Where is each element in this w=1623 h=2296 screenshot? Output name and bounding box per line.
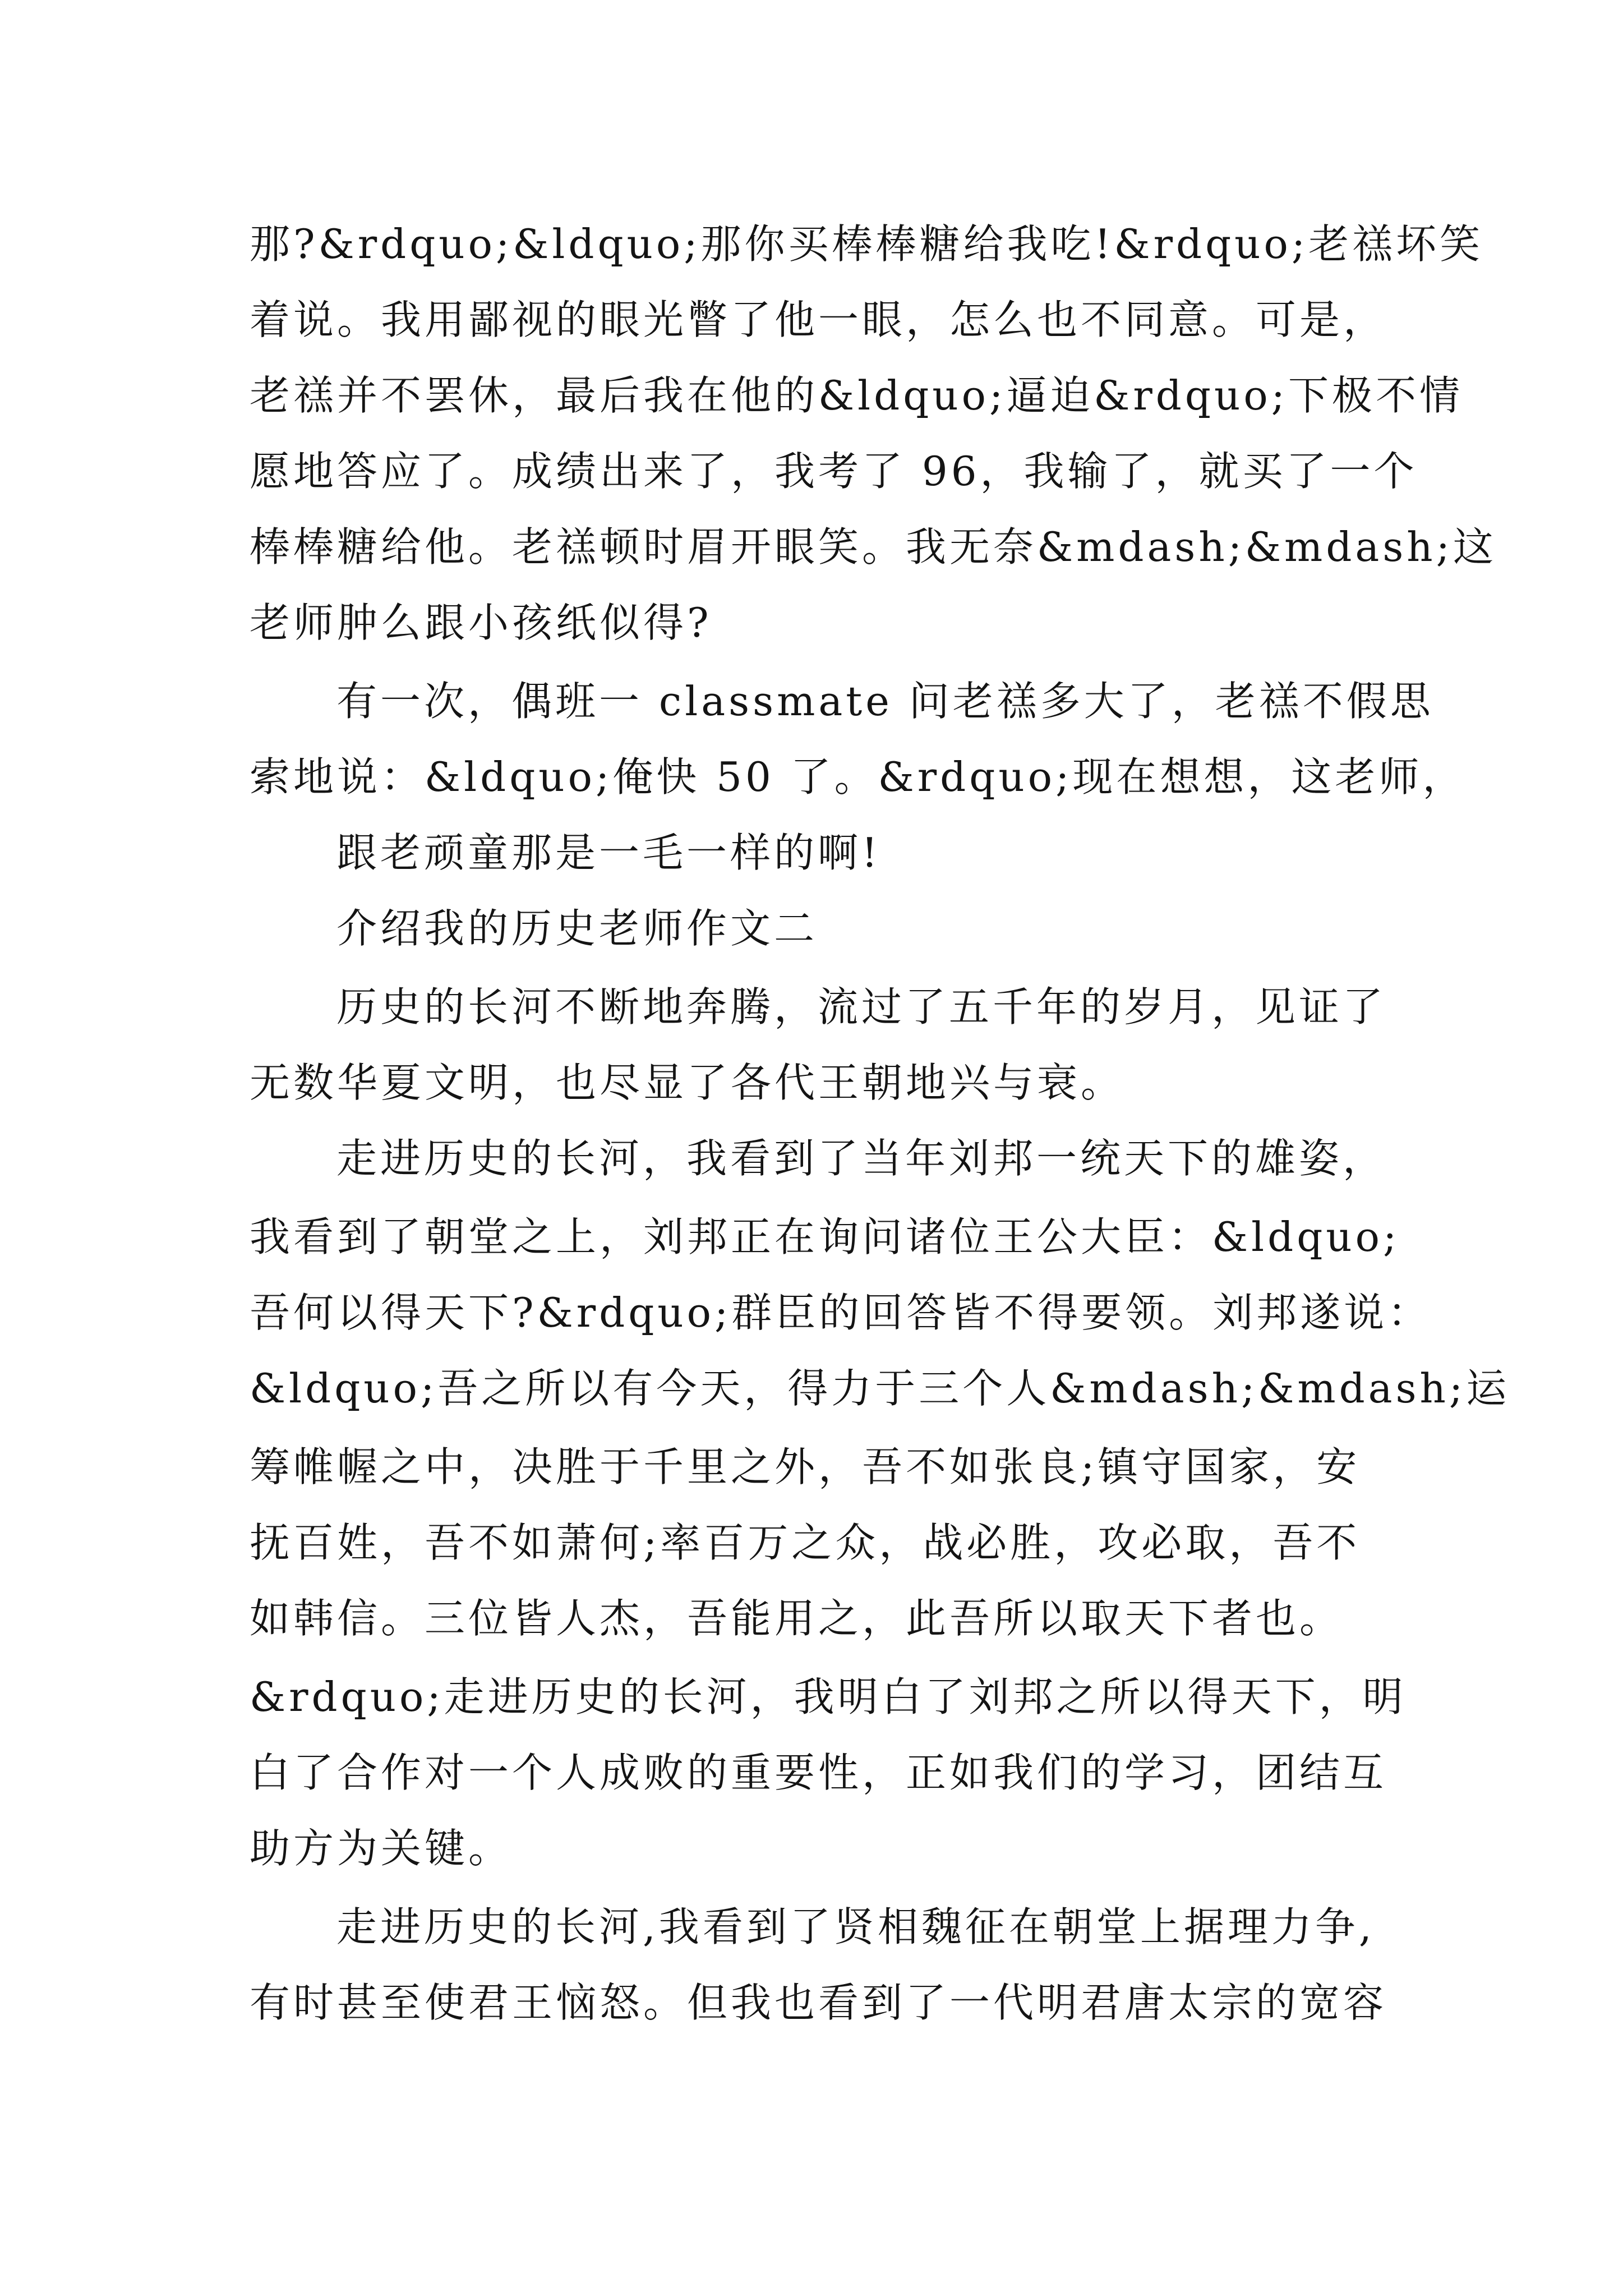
text-line: 白了合作对一个人成败的重要性，正如我们的学习，团结互 [250, 1749, 1387, 1796]
text-line: 有时甚至使君王恼怒。但我也看到了一代明君唐太宗的宽容 [250, 1979, 1387, 2026]
text-line: &rdquo;走进历史的长河，我明白了刘邦之所以得天下，明 [250, 1673, 1407, 1720]
text-line: 抚百姓，吾不如萧何;率百万之众，战必胜，攻必取，吾不 [250, 1519, 1361, 1566]
text-line: 我看到了朝堂之上，刘邦正在询问诸位王公大臣：&ldquo; [250, 1213, 1400, 1260]
text-line: 有一次，偶班一 classmate 问老禚多大了，老禚不假思 [336, 678, 1434, 725]
text-line: 助方为关键。 [250, 1825, 513, 1872]
text-line: 着说。我用鄙视的眼光瞥了他一眼，怎么也不同意。可是， [250, 296, 1387, 343]
text-line: 索地说：&ldquo;俺快 50 了。&rdquo;现在想想，这老师， [250, 753, 1467, 800]
text-line: 老师肿么跟小孩纸似得? [250, 599, 712, 646]
text-line: 筹帷幄之中，决胜于千里之外，吾不如张良;镇守国家，安 [250, 1443, 1361, 1490]
text-line: 愿地答应了。成绩出来了，我考了 96，我输了，就买了一个 [250, 448, 1418, 495]
text-line: 如韩信。三位皆人杰，吾能用之，此吾所以取天下者也。 [250, 1595, 1344, 1642]
text-line: 走进历史的长河，我看到了当年刘邦一统天下的雄姿， [336, 1135, 1387, 1182]
text-line: 介绍我的历史老师作文二 [336, 905, 818, 952]
text-line: 跟老顽童那是一毛一样的啊! [336, 829, 881, 876]
text-line: 无数华夏文明，也尽显了各代王朝地兴与衰。 [250, 1059, 1125, 1106]
text-line: 走进历史的长河,我看到了贤相魏征在朝堂上据理力争, [336, 1903, 1375, 1950]
text-line: 那?&rdquo;&ldquo;那你买棒棒糖给我吃!&rdquo;老禚坏笑 [250, 220, 1484, 268]
text-line: 历史的长河不断地奔腾，流过了五千年的岁月，见证了 [336, 983, 1387, 1030]
text-line: 吾何以得天下?&rdquo;群臣的回答皆不得要领。刘邦遂说： [250, 1289, 1432, 1336]
text-line: 老禚并不罢休，最后我在他的&ldquo;逼迫&rdquo;下极不情 [250, 372, 1463, 419]
text-line: &ldquo;吾之所以有今天，得力于三个人&mdash;&mdash;运 [250, 1365, 1510, 1412]
text-line: 棒棒糖给他。老禚顿时眉开眼笑。我无奈&mdash;&mdash;这 [250, 523, 1497, 570]
